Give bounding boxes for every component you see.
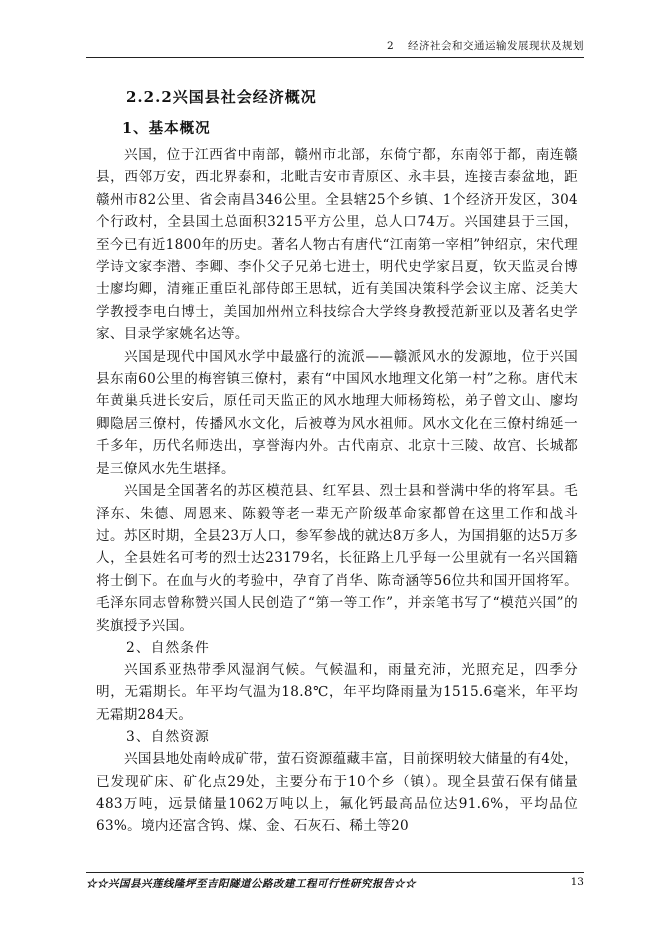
chapter-title: 经济社会和交通运输发展现状及规划 [408,40,584,52]
chapter-number: 2 [386,40,395,52]
paragraph-location: 兴国，位于江西省中南部，赣州市北部，东倚宁都，东南邻于都，南连赣县，西邻万安，西北界泰和，北毗吉安市青原区、永丰县，连接吉泰盆地，距赣州市82公里、省会南昌346公里。全县辖25个乡镇、1个经济开发区，304个行政村，全县国土总面积3215平方公里，总人口74万。兴国建县于三国，至今已有近1800年的历史。著名人物古有唐代“江南第一宰相”钟绍京，宋代理学诗文家李潜、李卿、李仆父子兄弟七进士，明代史学家吕夏，钦天监灵台博士廖均卿，清雍正重臣礼部侍郎王思轼，近有美国决策科学会议主席、泛美大学教授李电白博士，美国加州州立科技综合大学终身教授范新亚以及著名史学家、目录学家姚名达等。 [96,147,578,343]
subsection-heading-resources: 3、自然资源 [126,729,210,746]
page-number: 13 [570,876,584,888]
section-title: 2.2.2兴国县社会经济概况 [126,88,317,106]
page-header [86,38,584,58]
page-footer [86,872,584,891]
report-title: ☆☆兴国县兴莲线隆坪至吉阳隧道公路改建工程可行性研究报告☆☆ [86,878,416,890]
paragraph-resources: 兴国县地处南岭成矿带，萤石资源蕴藏丰富，目前探明较大储量的有4处，已发现矿床、矿化点29处，主要分布于10个乡（镇）。现全县萤石保有储量483万吨，远景储量1062万吨以上，氟化钙最高品位达91.6%，平均品位63%。境内还富含钨、煤、金、石灰石、稀土等20 [96,751,578,835]
paragraph-climate: 兴国系亚热带季风湿润气候。气候温和，雨量充沛，光照充足，四季分明，无霜期长。年平均气温为18.8℃，年平均降雨量为1515.6毫米，年平均无霜期284天。 [96,661,578,723]
subsection-heading-basic: 1、基本概况 [122,120,211,137]
page-body [96,84,578,838]
paragraph-fengshui: 兴国是现代中国风水学中最盛行的流派——赣派风水的发源地，位于兴国县东南60公里的梅窖镇三僚村，素有“中国风水地理文化第一村”之称。唐代末年黄巢兵进长安后，原任司天监正的风水地理大师杨筠松，弟子曾文山、廖均卿隐居三僚村，传播风水文化，后被尊为风水祖师。风水文化在三僚村绵延一千多年，历代名师迭出，享誉海内外。古代南京、北京十三陵、故宫、长城都是三僚风水先生堪择。 [96,348,578,477]
paragraph-history: 兴国是全国著名的苏区模范县、红军县、烈士县和誉满中华的将军县。毛泽东、朱德、周恩来、陈毅等老一辈无产阶级革命家都曾在这里工作和战斗过。苏区时期，全县23万人口，参军参战的就达8万多人，为国捐躯的达5万多人，全县姓名可考的烈士达23179名，长征路上几乎每一公里就有一名兴国籍将士倒下。在血与火的考验中，孕育了肖华、陈奇涵等56位共和国开国将军。毛泽东同志曾称赞兴国人民创造了“第一等工作”，并亲笔书写了“模范兴国”的奖旗授予兴国。 [96,483,578,634]
subsection-heading-conditions: 2、自然条件 [126,639,210,656]
